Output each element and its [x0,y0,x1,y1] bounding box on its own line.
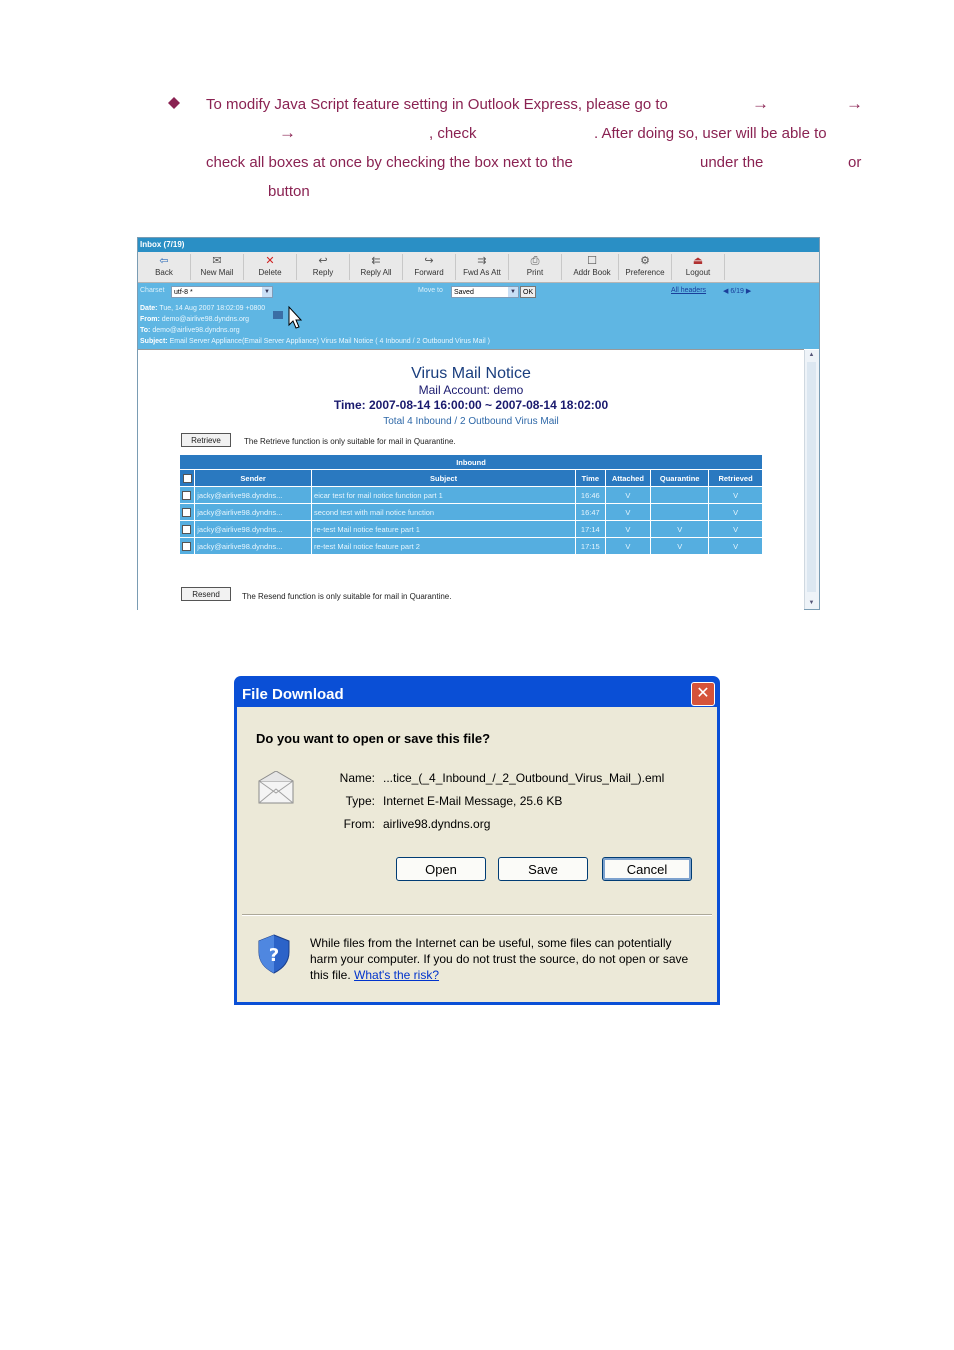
row-checkbox[interactable] [182,491,191,500]
table-row: jacky@airlive98.dyndns... re-test Mail notice feature part 1 17:14 V V V [180,521,763,538]
column-header-retrieved: Retrieved [709,470,763,487]
security-warning [310,935,700,983]
table-row: jacky@airlive98.dyndns... re-test Mail notice feature part 2 17:15 V V V [180,538,763,555]
instruction-line-3c: or [848,154,862,171]
forward-button[interactable]: ↪ Forward [403,254,456,280]
instruction-paragraph [206,94,863,207]
file-name-label: Name: [339,771,375,785]
notice-account: Mail Account: demo [418,383,524,397]
delete-button[interactable]: ✕ Delete [244,254,297,280]
charset-label: Charset [140,287,165,294]
reply-icon: ↩ [318,255,328,267]
retrieve-button[interactable]: Retrieve [181,433,231,447]
shield-icon [257,934,291,979]
mail-scrollbar[interactable] [804,350,819,609]
forward-icon: ↪ [424,255,434,267]
file-type-value: Internet E-Mail Message, 25.6 KB [383,794,563,808]
new-mail-button[interactable]: ✉ New Mail [191,254,244,280]
open-button[interactable]: Open [396,857,486,881]
mail-options-bar [138,283,819,301]
mail-subject: Email Server Appliance(Email Server Appliance) Virus Mail Notice ( 4 Inbound / 2 Outbound Virus Mail ) [169,338,490,345]
mail-toolbar [138,252,819,283]
dialog-body [237,707,717,1002]
email-file-icon [258,771,294,810]
save-button[interactable]: Save [498,857,588,881]
row-checkbox[interactable] [182,508,191,517]
mail-from: demo@airlive98.dyndns.org [161,316,250,323]
instruction-line-2a: , check [429,125,477,142]
scroll-down-icon[interactable]: ▼ [808,600,815,606]
row-checkbox[interactable] [182,542,191,551]
charset-select[interactable]: utf-8 * ▼ [171,286,273,298]
notice-time: Time: 2007-08-14 16:00:00 ~ 2007-08-14 18:02:00 [333,398,609,412]
new-mail-icon: ✉ [212,255,222,267]
dialog-title: File Download [242,686,344,703]
table-caption: Inbound [180,455,763,470]
warning-text: While files from the Internet can be useful, some files can potentially harm your computer. If you do not trust the source, do not open or save this file. [310,936,689,982]
dialog-question: Do you want to open or save this file? [256,731,491,746]
arrow-right-icon: → [752,94,769,113]
arrow-right-icon: → [279,123,296,142]
back-icon: ⇦ [159,255,169,267]
preference-button[interactable]: ⚙ Preference [619,254,672,280]
column-header-subject: Subject [312,470,576,487]
mail-client-window [137,237,820,610]
moveto-ok-button[interactable]: OK [520,286,536,298]
arrow-right-icon: → [846,94,863,113]
back-button[interactable]: ⇦ Back [138,254,191,280]
select-all-checkbox[interactable] [183,474,192,483]
logout-icon: ⏏ [692,255,704,267]
mail-title-bar: Inbox (7/19) [138,238,819,252]
mail-to: demo@airlive98.dyndns.org [152,327,240,334]
resend-note: The Resend function is only suitable for mail in Quarantine. [242,592,452,601]
file-from-label: From: [343,817,375,831]
diamond-bullet-icon [167,96,181,110]
dialog-separator [242,914,712,916]
reply-all-button[interactable]: ⇇ Reply All [350,254,403,280]
svg-text:?: ? [268,945,280,966]
resend-button[interactable]: Resend [181,587,231,601]
notice-total: Total 4 Inbound / 2 Outbound Virus Mail [383,416,559,427]
close-icon[interactable]: ✕ [691,682,715,706]
instruction-line-3a: check all boxes at once by checking the box next to the [206,154,573,171]
reply-all-icon: ⇇ [371,255,381,267]
retrieve-note: The Retrieve function is only suitable for mail in Quarantine. [244,437,456,446]
table-row: jacky@airlive98.dyndns... eicar test for mail notice function part 1 16:46 V V [180,487,763,504]
row-checkbox[interactable] [182,525,191,534]
chevron-down-icon: ▼ [262,287,272,297]
cursor-icon [273,303,313,331]
moveto-label: Move to [418,287,443,294]
delete-icon: ✕ [265,255,275,267]
address-book-icon: ☐ [587,255,597,267]
table-row: jacky@airlive98.dyndns... second test with mail notice function 16:47 V V [180,504,763,521]
reply-button[interactable]: ↩ Reply [297,254,350,280]
inbound-table [179,454,763,555]
instruction-line-4: button [268,183,310,200]
forward-attachment-icon: ⇉ [477,255,487,267]
instruction-line-1: To modify Java Script feature setting in Outlook Express, please go to [206,96,668,113]
file-from-value: airlive98.dyndns.org [383,817,491,831]
notice-title: Virus Mail Notice [411,365,531,382]
chevron-down-icon: ▼ [508,287,518,297]
cancel-button[interactable]: Cancel [602,857,692,881]
file-name-value: ...tice_(_4_Inbound_/_2_Outbound_Virus_Mail_).eml [383,771,665,785]
moveto-select[interactable]: Saved ▼ [451,286,519,298]
column-header-time: Time [576,470,605,487]
print-button[interactable]: ⎙ Print [509,254,562,280]
forward-as-attachment-button[interactable]: ⇉ Fwd As Att [456,254,509,280]
instruction-line-2b: . After doing so, user will be able to [594,125,827,142]
column-header-attached: Attached [605,470,651,487]
preference-icon: ⚙ [640,255,650,267]
scroll-up-icon[interactable]: ▲ [808,352,815,358]
all-headers-link[interactable]: All headers [671,287,707,294]
scroll-thumb[interactable] [807,362,816,592]
mail-message-body [138,349,804,610]
address-book-button[interactable]: ☐ Addr Book [566,254,619,280]
file-download-dialog [234,676,720,1005]
print-icon: ⎙ [530,255,540,267]
mail-header-info: Date: Tue, 14 Aug 2007 18:02:09 +0800 From: demo@airlive98.dyndns.org To: demo@airlive98.dyndns.org Subject: Email Server Appliance(Email Server Appliance) Virus Mail Notice ( 4 Inbound / 2 Outbound Virus Mail ) [138,301,819,349]
logout-button[interactable]: ⏏ Logout [672,254,725,280]
file-type-label: Type: [345,794,375,808]
mail-date: Tue, 14 Aug 2007 18:02:09 +0800 [159,305,266,312]
column-header-quarantine: Quarantine [651,470,709,487]
message-navigation[interactable]: ◀ 6/19 ▶ [723,288,752,295]
instruction-line-3b: under the [700,154,764,171]
column-header-sender: Sender [195,470,312,487]
whats-the-risk-link[interactable]: What's the risk? [354,968,440,982]
